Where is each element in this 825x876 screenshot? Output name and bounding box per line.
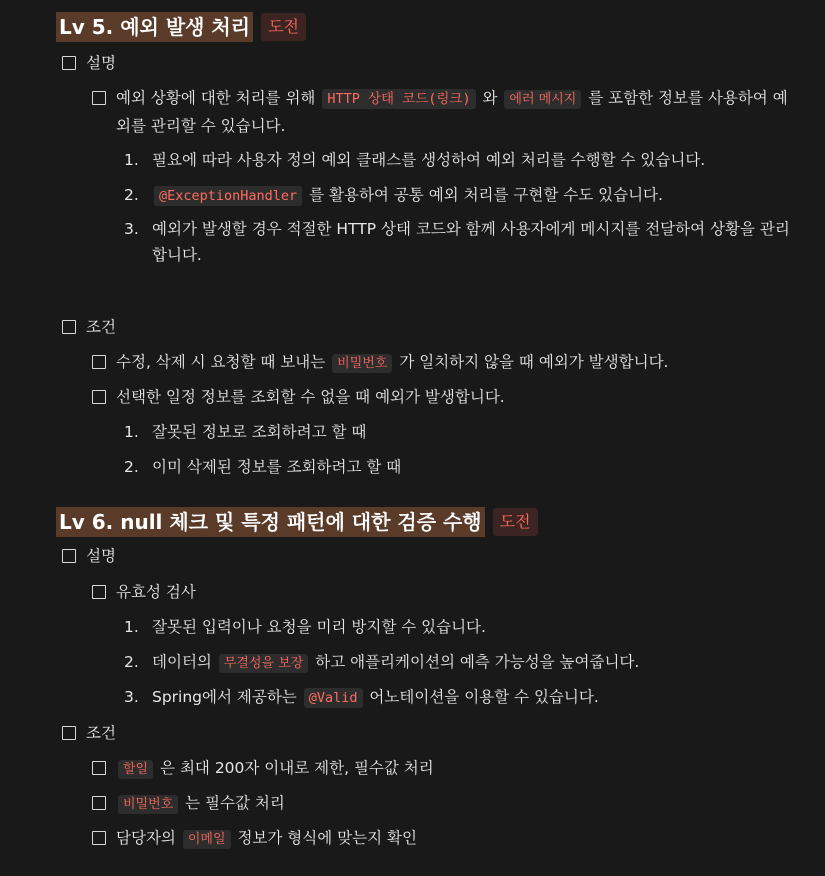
list-item: 1. 잘못된 입력이나 요청을 미리 방지할 수 있습니다. (124, 618, 486, 636)
checkbox[interactable] (62, 549, 76, 563)
lv6-cond-item: 담당자의 이메일 정보가 형식에 맞는지 확인 (92, 827, 417, 851)
http-status-link-code[interactable]: HTTP 상태 코드(링크) (322, 89, 475, 109)
checkbox[interactable] (62, 726, 76, 740)
password-code: 비밀번호 (118, 795, 178, 814)
email-code: 이메일 (183, 830, 231, 849)
checkbox[interactable] (92, 91, 106, 105)
lv6-cond-todo (62, 722, 116, 744)
lv5-desc-item: 예외 상황에 대한 처리를 위해 HTTP 상태 코드(링크) 와 에러 메시지 를 포함한 정보를 사용하여 예 외를 관리할 수 있습니다. (92, 87, 802, 139)
lv5-desc-label: 설명 (86, 54, 116, 72)
error-message-code: 에러 메시지 (504, 90, 581, 109)
checkbox[interactable] (92, 831, 106, 845)
lv6-challenge-badge: 도전 (493, 508, 538, 536)
lv6-cond-item: 비밀번호 는 필수값 처리 (92, 792, 285, 816)
checkbox[interactable] (62, 56, 76, 70)
checkbox[interactable] (92, 761, 106, 775)
lv5-title: Lv 5. 예외 발생 처리 (56, 12, 253, 42)
todo-code: 할일 (118, 760, 153, 779)
lv5-desc-todo (62, 52, 116, 74)
exception-handler-code: @ExceptionHandler (154, 186, 302, 206)
checkbox[interactable] (62, 320, 76, 334)
lv5-heading (56, 12, 306, 42)
lv6-heading (56, 507, 538, 537)
checkbox[interactable] (92, 390, 106, 404)
list-item: 3. Spring에서 제공하는 @Valid 어노테이션을 이용할 수 있습니다. (124, 688, 599, 706)
lv5-challenge-badge: 도전 (261, 13, 306, 41)
list-item: 2. @ExceptionHandler 를 활용하여 공통 예외 처리를 구현할 수도 있습니다. (124, 186, 663, 204)
list-item: 2. 데이터의 무결성을 보장 하고 애플리케이션의 예측 가능성을 높여줍니다. (124, 653, 640, 671)
lv5-cond-item: 수정, 삭제 시 요청할 때 보내는 비밀번호 가 일치하지 않을 때 예외가 발생합니다. (92, 351, 668, 375)
lv5-cond-label: 조건 (86, 318, 116, 336)
list-item: 3. 예외가 발생할 경우 적절한 HTTP 상태 코드와 함께 사용자에게 메시지를 전달하여 상황을 관리 합니다. (124, 220, 790, 264)
list-item: 1. 잘못된 정보로 조회하려고 할 때 (124, 423, 367, 441)
checkbox[interactable] (92, 796, 106, 810)
lv6-title: Lv 6. null 체크 및 특정 패턴에 대한 검증 수행 (56, 507, 485, 537)
lv6-desc-label: 설명 (86, 547, 116, 565)
lv5-cond-item: 선택한 일정 정보를 조회할 수 없을 때 예외가 발생합니다. (92, 386, 505, 408)
checkbox[interactable] (92, 585, 106, 599)
lv6-cond-label: 조건 (86, 724, 116, 742)
lv6-cond-item: 할일 은 최대 200자 이내로 제한, 필수값 처리 (92, 757, 434, 781)
valid-annotation-code: @Valid (304, 688, 363, 708)
password-code: 비밀번호 (332, 354, 392, 373)
list-item: 1. 필요에 따라 사용자 정의 예외 클래스를 생성하여 예외 처리를 수행할 수 있습니다. (124, 151, 706, 169)
list-item: 2. 이미 삭제된 정보를 조회하려고 할 때 (124, 458, 402, 476)
lv5-cond-todo (62, 316, 116, 338)
integrity-code: 무결성을 보장 (219, 654, 308, 673)
checkbox[interactable] (92, 355, 106, 369)
lv6-valid-todo: 유효성 검사 (92, 581, 196, 603)
lv6-desc-todo (62, 545, 116, 567)
